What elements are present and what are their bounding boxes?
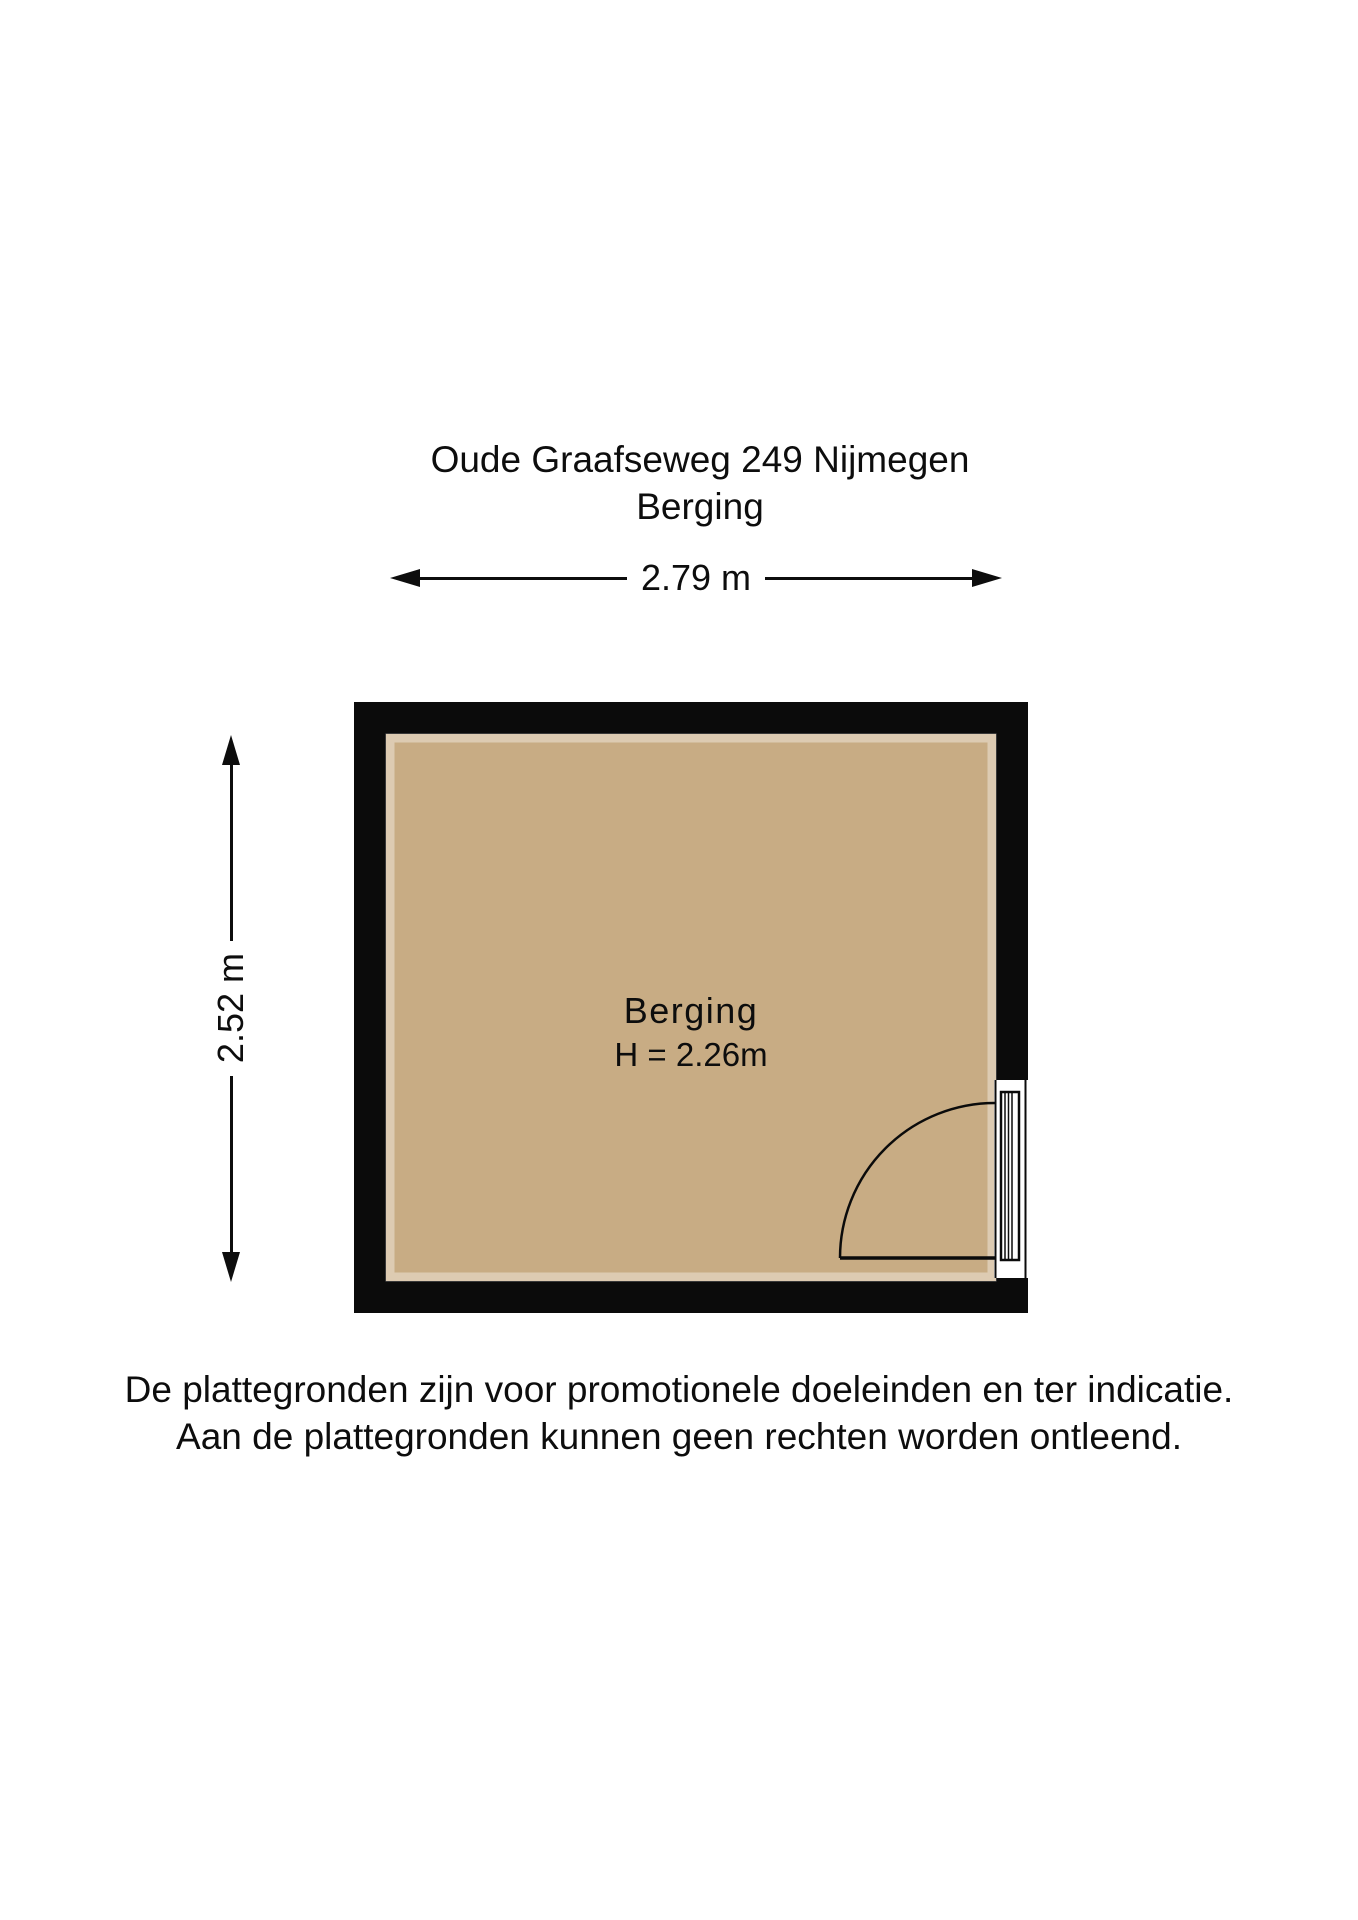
dimension-line <box>230 1076 233 1252</box>
height-dimension-label: 2.52 m <box>210 953 251 1064</box>
dimension-line <box>230 765 233 941</box>
arrow-left-icon <box>390 569 420 587</box>
door-jamb <box>1001 1092 1019 1260</box>
disclaimer-line-1: De plattegronden zijn voor promotionele doeleinden en ter indicatie. <box>124 1369 1234 1410</box>
width-dimension-label: 2.79 m <box>640 557 752 598</box>
title-block <box>350 436 1050 530</box>
footer-disclaimer <box>0 1366 1358 1460</box>
arrow-up-icon <box>222 735 240 765</box>
room-height-label: H = 2.26m <box>614 1036 768 1073</box>
room-name-label: Berging <box>623 990 759 1031</box>
page-title: Oude Graafseweg 249 Nijmegen <box>430 439 970 480</box>
dimension-line <box>765 577 972 580</box>
height-dimension <box>212 735 250 1282</box>
room-label-block <box>386 988 996 1076</box>
disclaimer-line-2: Aan de plattegronden kunnen geen rechten worden ontleend. <box>176 1416 1182 1457</box>
dimension-line <box>420 577 627 580</box>
page-subtitle: Berging <box>636 486 764 527</box>
arrow-right-icon <box>972 569 1002 587</box>
width-dimension <box>390 559 1002 597</box>
arrow-down-icon <box>222 1252 240 1282</box>
